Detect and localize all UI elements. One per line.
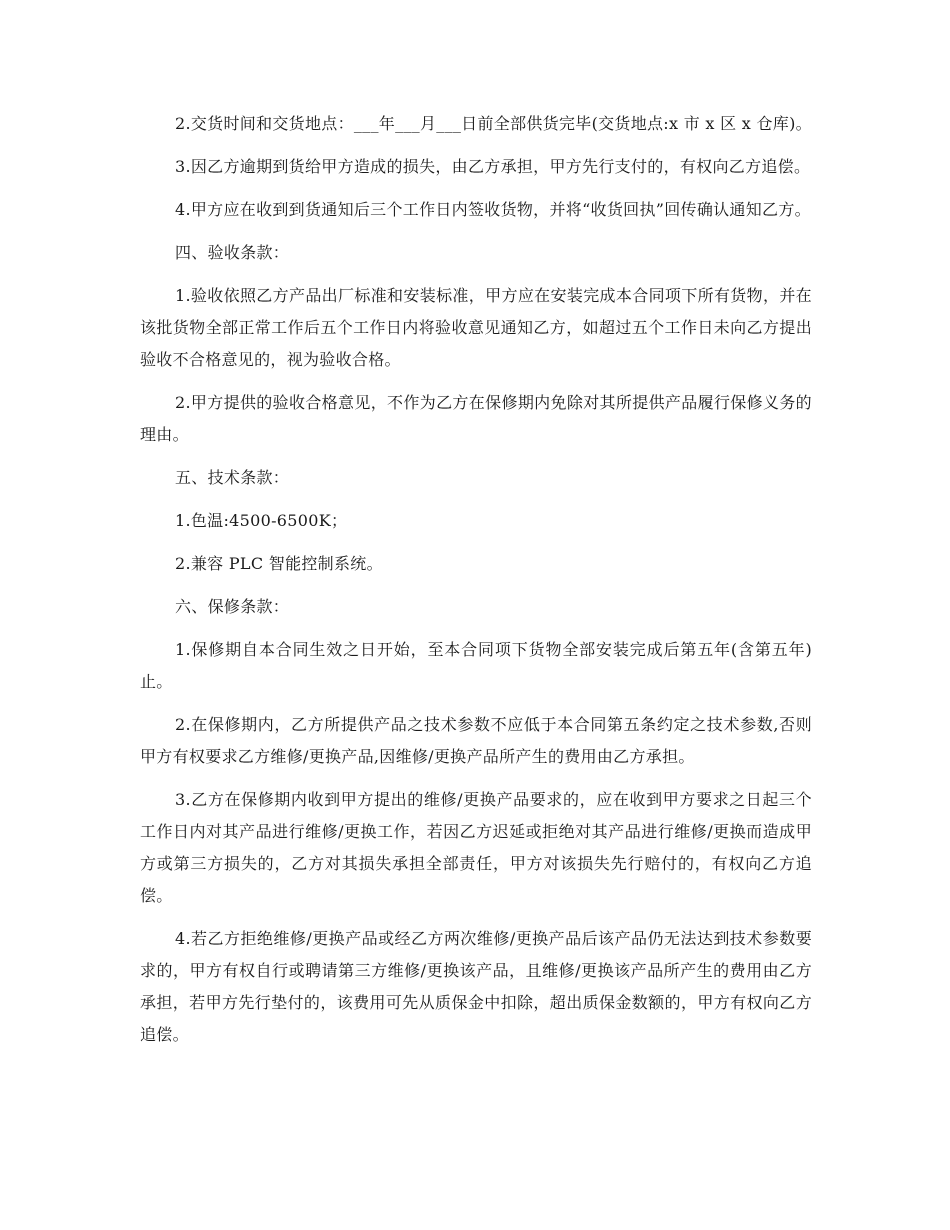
paragraph-technical-2: 2.兼容 PLC 智能控制系统。 xyxy=(175,554,383,573)
paragraph-warranty-4: 4.若乙方拒绝维修/更换产品或经乙方两次维修/更换产品后该产品仍无法达到技术参数要求的，甲方有权自行或聘请第三方维修/更换该产品，且维修/更换该产品所产生的费用由乙方承担，若甲方先行垫付的，该费用可先从质保金中扣除，超出质保金数额的，甲方有权向乙方追偿。 xyxy=(140,929,812,1044)
paragraph-acceptance-1: 1.验收依照乙方产品出厂标准和安装标准，甲方应在安装完成本合同项下所有货物，并在该批货物全部正常工作后五个工作日内将验收意见通知乙方，如超过五个工作日未向乙方提出验收不合格意见的，视为验收合格。 xyxy=(140,286,812,369)
paragraph-warranty-3: 3.乙方在保修期内收到甲方提出的维修/更换产品要求的，应在收到甲方要求之日起三个工作日内对其产品进行维修/更换工作，若因乙方迟延或拒绝对其产品进行维修/更换而造成甲方或第三方损失的，乙方对其损失承担全部责任，甲方对该损失先行赔付的，有权向乙方追偿。 xyxy=(140,790,812,905)
section-heading-technical: 五、技术条款： xyxy=(175,468,290,487)
section-heading-warranty: 六、保修条款： xyxy=(175,597,290,616)
paragraph-receipt: 4.甲方应在收到到货通知后三个工作日内签收货物，并将“收货回执”回传确认通知乙方。 xyxy=(175,200,811,219)
document-body xyxy=(140,108,812,1062)
paragraph-technical-1: 1.色温:4500-6500K； xyxy=(175,511,348,530)
paragraph-acceptance-2: 2.甲方提供的验收合格意见，不作为乙方在保修期内免除对其所提供产品履行保修义务的理由。 xyxy=(140,393,812,444)
paragraph-warranty-2: 2.在保修期内，乙方所提供产品之技术参数不应低于本合同第五条约定之技术参数,否则甲方有权要求乙方维修/更换产品,因维修/更换产品所产生的费用由乙方承担。 xyxy=(140,715,812,766)
paragraph-late-delivery: 3.因乙方逾期到货给甲方造成的损失，由乙方承担，甲方先行支付的，有权向乙方追偿。 xyxy=(175,157,811,176)
paragraph-delivery-time: 2.交货时间和交货地点：___年___月___日前全部供货完毕(交货地点:x 市 x 区 x 仓库)。 xyxy=(175,114,812,133)
section-heading-acceptance: 四、验收条款： xyxy=(175,243,290,262)
paragraph-warranty-1: 1.保修期自本合同生效之日开始，至本合同项下货物全部安装完成后第五年(含第五年)止。 xyxy=(140,640,812,691)
